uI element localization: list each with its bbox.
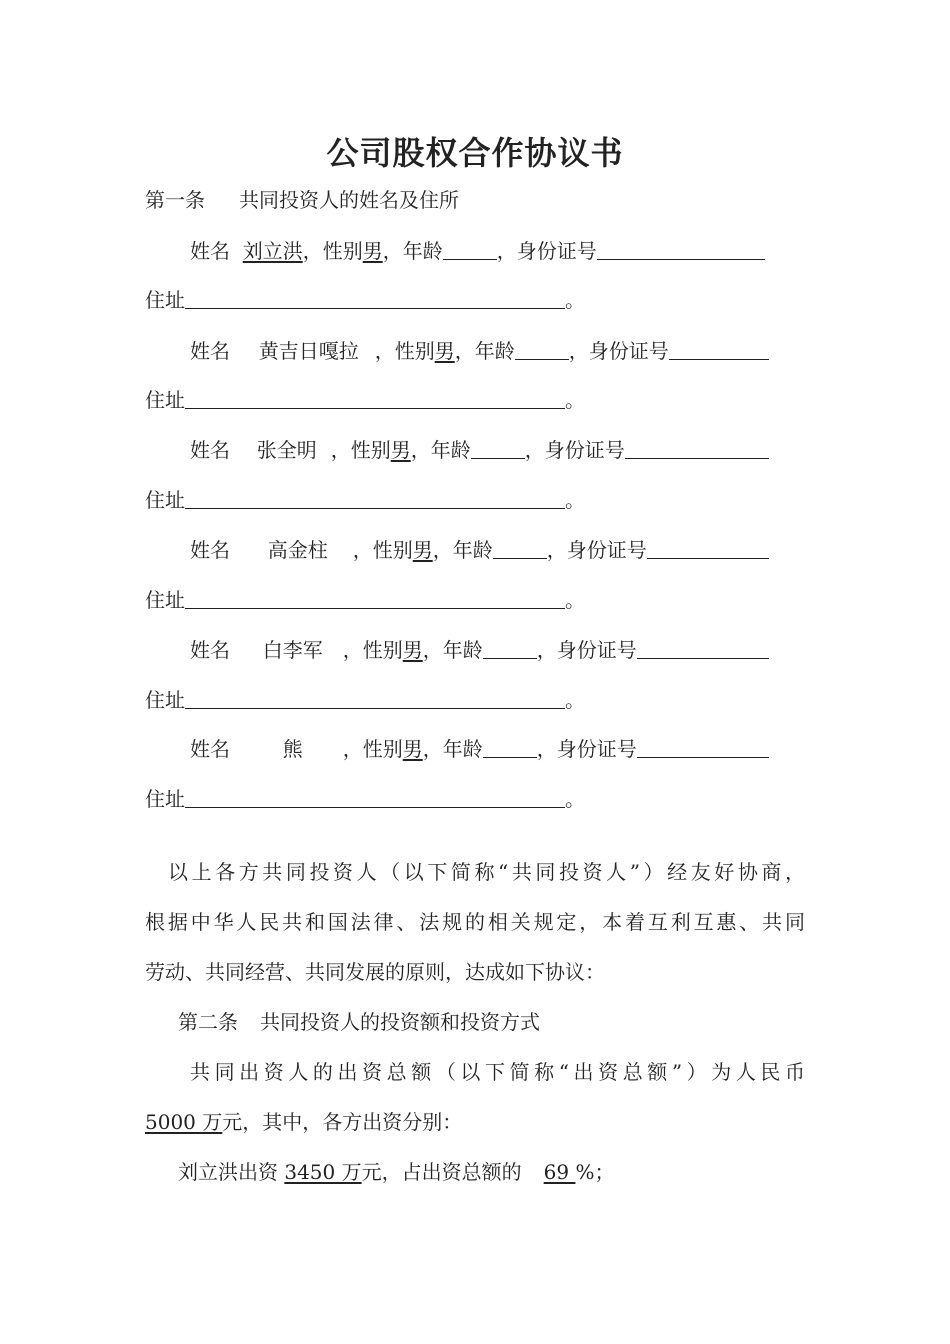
id-blank [625, 436, 769, 459]
gender-label: ，性别 [342, 737, 403, 761]
person-row-5 [190, 635, 805, 665]
article1-heading [145, 185, 805, 215]
address-blank [185, 686, 565, 709]
contrib-mid: 元，占出资总额的 [361, 1160, 522, 1184]
id-blank [597, 237, 765, 260]
name-label: 姓名 [190, 538, 230, 562]
gender-label: ，性别 [352, 538, 413, 562]
person-name: 白李军 [243, 635, 343, 665]
address-label: 住址 [145, 787, 185, 811]
name-label: 姓名 [190, 339, 230, 363]
person-name: 刘立洪 [242, 239, 303, 263]
article1-number: 第一条 [145, 188, 205, 212]
address-row-5 [145, 685, 805, 715]
age-label: ，年龄 [382, 239, 443, 263]
document-title: 公司股权合作协议书 [326, 134, 624, 172]
preamble-line-3: 劳动、共同经营、共同发展的原则，达成如下协议： [145, 960, 605, 984]
id-label: ，身份证号 [546, 538, 647, 562]
name-label: 姓名 [190, 638, 230, 662]
person-gender: 男 [402, 737, 423, 761]
person-name: 张全明 [243, 435, 331, 465]
address-blank [185, 785, 565, 808]
age-blank [493, 536, 547, 559]
address-row-6 [145, 784, 805, 814]
person-row-6 [190, 734, 805, 764]
name-label: 姓名 [190, 737, 230, 761]
address-label: 住址 [145, 588, 185, 612]
preamble-line-2: 根据中华人民共和国法律、法规的相关规定，本着互利互惠、共同 [145, 910, 805, 934]
period: 。 [565, 787, 585, 811]
address-label: 住址 [145, 388, 185, 412]
person-row-3 [190, 435, 805, 465]
person-name: 黄吉日嘎拉 [243, 336, 375, 366]
address-label: 住址 [145, 488, 185, 512]
age-blank [443, 237, 497, 260]
id-blank [637, 636, 769, 659]
article2-title: 共同投资人的投资额和投资方式 [260, 1010, 540, 1034]
contrib-percent: 69 [543, 1160, 576, 1184]
age-label: ，年龄 [432, 538, 493, 562]
contrib-name: 刘立洪出资 [178, 1160, 278, 1184]
age-blank [515, 337, 569, 360]
age-label: ，年龄 [422, 737, 483, 761]
article1-title: 共同投资人的姓名及住所 [239, 188, 459, 212]
contrib-end: %； [575, 1160, 615, 1184]
person-row-1 [190, 236, 805, 266]
address-blank [185, 286, 565, 309]
person-row-2 [190, 336, 805, 366]
preamble-line-1: 以上各方共同投资人（以下简称“共同投资人”）经友好协商， [168, 860, 805, 884]
gender-label: ，性别 [374, 339, 435, 363]
id-blank [637, 735, 769, 758]
id-label: ，身份证号 [536, 737, 637, 761]
id-label: ，身份证号 [568, 339, 669, 363]
address-blank [185, 486, 565, 509]
article2-para-line-1: 共同出资人的出资总额（以下简称“出资总额”）为人民币 [190, 1060, 805, 1084]
gender-label: ，性别 [330, 438, 391, 462]
period: 。 [565, 388, 585, 412]
id-blank [669, 337, 769, 360]
period: 。 [565, 688, 585, 712]
id-label: ，身份证号 [536, 638, 637, 662]
contribution-line [178, 1157, 805, 1187]
address-row-1 [145, 285, 805, 315]
address-row-3 [145, 485, 805, 515]
name-label: 姓名 [190, 239, 230, 263]
person-name: 熊 [243, 734, 343, 764]
article2-para-line-2 [145, 1107, 805, 1137]
person-name: 高金柱 [243, 535, 353, 565]
person-gender: 男 [390, 438, 411, 462]
address-blank [185, 586, 565, 609]
age-label: ，年龄 [422, 638, 483, 662]
article2-heading [178, 1007, 805, 1037]
id-label: ，身份证号 [524, 438, 625, 462]
period: 。 [565, 588, 585, 612]
article2-number: 第二条 [178, 1010, 238, 1034]
age-blank [471, 436, 525, 459]
person-gender: 男 [412, 538, 433, 562]
person-row-4 [190, 535, 805, 565]
id-blank [647, 536, 769, 559]
age-blank [483, 735, 537, 758]
id-label: ，身份证号 [496, 239, 597, 263]
name-label: 姓名 [190, 438, 230, 462]
address-row-4 [145, 585, 805, 615]
gender-label: ，性别 [342, 638, 403, 662]
address-blank [185, 386, 565, 409]
period: 。 [565, 488, 585, 512]
contrib-amount: 3450 万 [284, 1160, 362, 1184]
person-gender: 男 [434, 339, 455, 363]
address-row-2 [145, 385, 805, 415]
age-blank [483, 636, 537, 659]
age-label: ，年龄 [454, 339, 515, 363]
total-amount: 5000 万 [145, 1110, 223, 1134]
address-label: 住址 [145, 288, 185, 312]
person-gender: 男 [402, 638, 423, 662]
gender-label: ，性别 [302, 239, 363, 263]
para-line-2-rest: 元，其中，各方出资分别： [222, 1110, 463, 1134]
address-label: 住址 [145, 688, 185, 712]
person-gender: 男 [362, 239, 383, 263]
period: 。 [565, 288, 585, 312]
age-label: ，年龄 [410, 438, 471, 462]
